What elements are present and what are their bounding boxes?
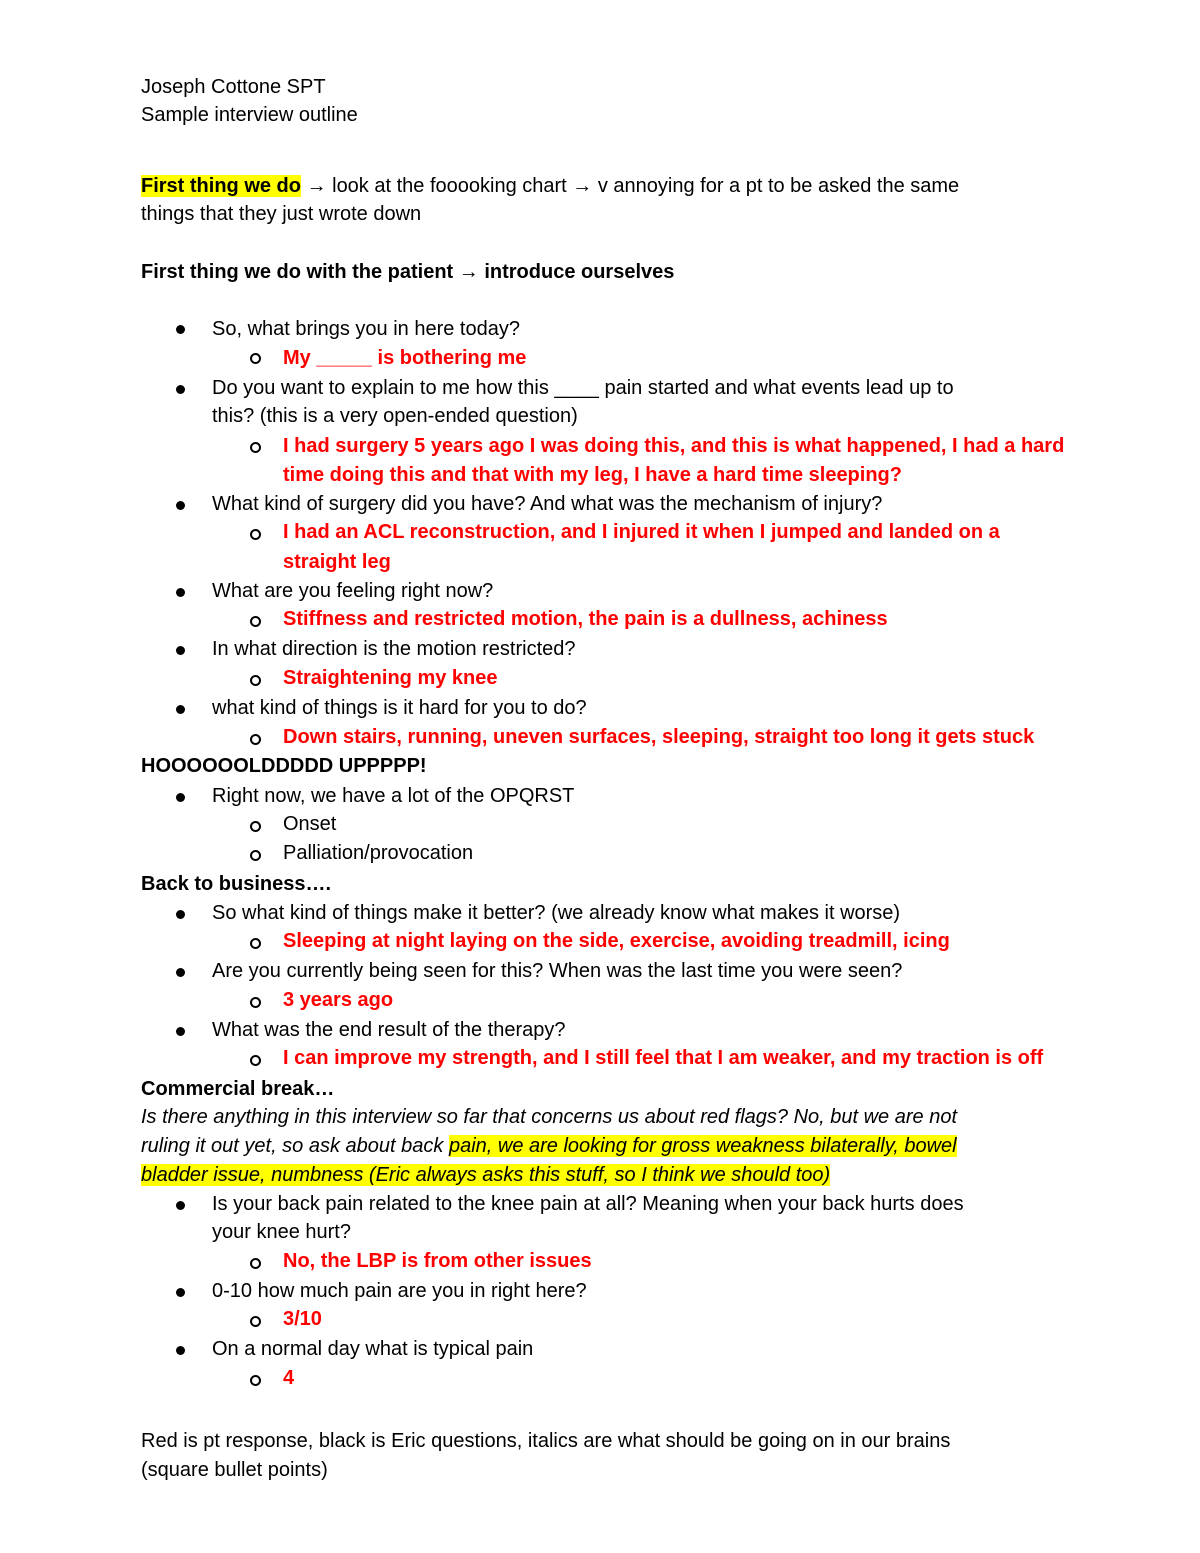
question-5: In what direction is the motion restricted? [212,638,576,660]
bullet-icon [176,588,185,597]
bullet-icon [176,646,185,655]
commercial-answer-1: No, the LBP is from other issues [283,1250,592,1272]
opqrst-question: Right now, we have a lot of the OPQRST [212,785,575,807]
bullet-icon [176,1201,185,1210]
question-6: what kind of things is it hard for you to do? [212,697,587,719]
red-flags-plain: ruling it out yet, so ask about back [141,1135,449,1157]
answer-2-line-2: time doing this and that with my leg, I have a hard time sleeping? [283,464,902,486]
answer-5: Straightening my knee [283,667,498,689]
circle-bullet-icon [250,616,261,627]
question-1: So, what brings you in here today? [212,318,520,340]
commercial-question-3: On a normal day what is typical pain [212,1338,534,1360]
opqrst-palliation: Palliation/provocation [283,842,474,864]
first-thing-highlight: First thing we do [141,175,301,197]
intro-line-1 [141,172,959,201]
circle-bullet-icon [250,675,261,686]
arrow-icon: → [458,261,479,283]
bullet-icon [176,705,185,714]
circle-bullet-icon [250,1258,261,1269]
circle-bullet-icon [250,353,261,364]
bullet-icon [176,1346,185,1355]
bullet-icon [176,968,185,977]
business-question-1: So what kind of things make it better? (we already know what makes it worse) [212,902,901,924]
red-flags-highlight: pain, we are looking for gross weakness bilaterally, bowel [448,1135,957,1157]
commercial-question-1-line-1: Is your back pain related to the knee pain at all? Meaning when your back hurts does [212,1193,964,1215]
intro-annoying: v annoying for a pt to be asked the same [592,175,960,197]
circle-bullet-icon [250,442,261,453]
arrow-icon: → [572,175,593,197]
business-question-2: Are you currently being seen for this? When was the last time you were seen? [212,960,903,982]
bullet-icon [176,385,185,394]
bullet-icon [176,1288,185,1297]
business-answer-3: I can improve my strength, and I still feel that I am weaker, and my traction is off [283,1047,1044,1069]
circle-bullet-icon [250,529,261,540]
commercial-question-1-line-2: your knee hurt? [212,1221,351,1243]
circle-bullet-icon [250,1316,261,1327]
red-flags-line-3 [141,1161,830,1190]
circle-bullet-icon [250,997,261,1008]
bullet-icon [176,910,185,919]
legend-line-1: Red is pt response, black is Eric questions, italics are what should be going on in our brains [141,1430,951,1452]
commercial-question-2: 0-10 how much pain are you in right here? [212,1280,587,1302]
answer-3-line-1: I had an ACL reconstruction, and I injured it when I jumped and landed on a [283,521,1000,543]
intro-look-chart: look at the fooooking chart [326,175,573,197]
hold-up-heading: HOOOOOOLDDDDD UPPPPP! [141,755,427,777]
answer-6: Down stairs, running, uneven surfaces, sleeping, straight too long it gets stuck [283,726,1035,748]
bullet-icon [176,501,185,510]
question-4: What are you feeling right now? [212,580,494,602]
bullet-icon [176,1027,185,1036]
with-patient-action: introduce ourselves [478,261,675,283]
arrow-icon: → [306,175,327,197]
red-flags-line-1: Is there anything in this interview so far that concerns us about red flags? No, but we are not [141,1106,958,1128]
question-2-line-2: this? (this is a very open-ended question) [212,405,578,427]
circle-bullet-icon [250,1055,261,1066]
commercial-heading: Commercial break… [141,1078,335,1100]
question-2-line-1: Do you want to explain to me how this ____ pain started and what events lead up to [212,377,954,399]
business-heading: Back to business…. [141,873,332,895]
circle-bullet-icon [250,938,261,949]
red-flags-line-2 [141,1132,957,1161]
answer-4: Stiffness and restricted motion, the pain is a dullness, achiness [283,608,888,630]
circle-bullet-icon [250,850,261,861]
commercial-answer-2: 3/10 [283,1308,322,1330]
circle-bullet-icon [250,1375,261,1386]
business-answer-2: 3 years ago [283,989,394,1011]
circle-bullet-icon [250,821,261,832]
bullet-icon [176,325,185,334]
red-flags-highlight-2: bladder issue, numbness (Eric always asks this stuff, so I think we should too) [141,1164,831,1186]
commercial-answer-3: 4 [283,1367,295,1389]
answer-1: My _____ is bothering me [283,347,527,369]
answer-2-line-1: I had surgery 5 years ago I was doing this, and this is what happened, I had a hard [283,435,1065,457]
with-patient-line [141,258,674,287]
with-patient-text: First thing we do with the patient [141,261,459,283]
legend-line-2: (square bullet points) [141,1459,328,1481]
question-3: What kind of surgery did you have? And what was the mechanism of injury? [212,493,883,515]
intro-line-2: things that they just wrote down [141,203,422,225]
bullet-icon [176,793,185,802]
document-subtitle: Sample interview outline [141,104,358,126]
answer-3-line-2: straight leg [283,551,391,573]
circle-bullet-icon [250,734,261,745]
opqrst-onset: Onset [283,813,337,835]
business-answer-1: Sleeping at night laying on the side, exercise, avoiding treadmill, icing [283,930,950,952]
business-question-3: What was the end result of the therapy? [212,1019,566,1041]
author-name: Joseph Cottone SPT [141,76,326,98]
